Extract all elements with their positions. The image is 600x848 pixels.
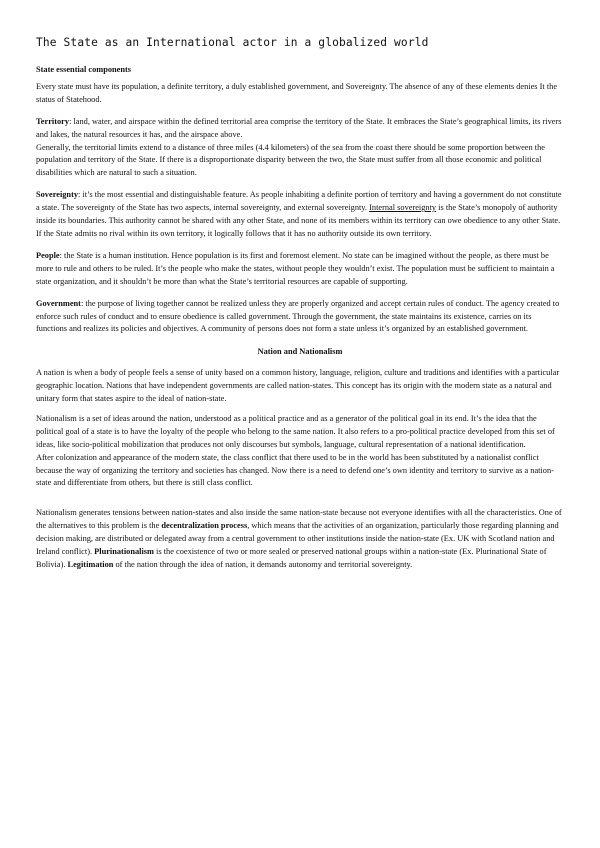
nationalism-paragraph: Nationalism is a set of ideas around the nation, understood as a political practice and as a generator of the political goal in its end. It’s the idea that the political goal of a state is to have the loyalty of the people who belong to the same nation. It also refers to a pro-political practice developed from this set of ideas, like socio-political mobilization that produces not only discourses but symbols, language, cultural representation of a national identification.: [36, 413, 555, 449]
tensions-text-b: , which means that the activities of an organization, particularly those regarding planning and decision making, are distributed or delegated away from a central government to other institutions inside the nation-state (Ex. UK with Scotland nation and Ireland conflict).: [36, 521, 559, 557]
territory-paragraph-continued: Generally, the territorial limits extend to a distance of three miles (4.4 kilometers) of the sea from the coast there should be some proportion between the population and territory of the State. If there is a disproportionate disparity between the two, the State must suffer from all those economic and political disabilities which are natural to such a situation.: [36, 142, 545, 178]
government-paragraph: [36, 298, 564, 337]
people-paragraph: [36, 250, 564, 289]
tensions-text-d: of the nation through the idea of nation, it demands autonomy and territorial sovereignty.: [113, 560, 413, 569]
government-term: Government: [36, 298, 81, 308]
section-heading-state-components: State essential components: [36, 65, 132, 74]
people-text: : the State is a human institution. Hence population is its first and foremost element. No state can be imagined without the people, as there must be more to rule and others to be ruled. It’s the people who make the states, without people they wouldn’t exist. The population must be sufficient to maintain a state organization, and it shouldn’t be more than what the State’s territorial resources are capable of supporting.: [36, 250, 555, 286]
document-title: The State as an International actor in a globalized world: [36, 36, 429, 49]
intro-paragraph: Every state must have its population, a definite territory, a duly established government, and Sovereignty. The absence of any of these elements denies It the status of Statehood.: [36, 81, 558, 104]
document-body: [36, 64, 564, 572]
nation-paragraph: A nation is when a body of people feels a sense of unity based on a common history, language, religion, culture and traditions and identifies with a particular geographic location. Nations that have independent governments are called nation-states. This concept has its origin with the modern state as a natural and unitary form that states aspire to the ideal of nation-state.: [36, 368, 560, 404]
section-heading-nation: Nation and Nationalism: [257, 347, 343, 357]
people-term: People: [36, 250, 60, 260]
plurinationalism-term: Plurinationalism: [94, 547, 154, 557]
government-text: : the purpose of living together cannot be realized unless they are properly organized and accept certain rules of conduct. The agency created to enforce such rules of conduct and to ensure obedience is called government. Through the government, the state maintains its existence, carries on its functions and realizes its policies and objectives. A community of persons does not form a state unless it’s organized by an established government.: [36, 298, 560, 334]
legitimation-term: Legitimation: [67, 560, 114, 569]
sovereignty-text-a: : it’s the most essential and distinguishable feature. As people inhabiting a definite portion of territory and having a government do not constitute a state. The sovereignty of the State has two aspects, internal sovereignty, and external sovereignty.: [36, 190, 562, 213]
sovereignty-paragraph: [36, 189, 564, 241]
colonization-paragraph: After colonization and appearance of the modern state, the class conflict that there used to be in the world has been substituted by a nationalist conflict because the way of organizing the territory and societies has changed. Now there is a need to defend one’s own identity and territory to survive as a nation-state and differentiate from others, but there is still class conflict.: [36, 452, 554, 488]
sovereignty-term: Sovereignty: [36, 190, 79, 200]
internal-sovereignty-term: Internal sovereignty: [369, 203, 437, 213]
territory-paragraph: [36, 116, 564, 142]
territory-term: Territory: [36, 116, 70, 126]
territory-text: : land, water, and airspace within the defined territorial area comprise the territory of the State. It embraces the State’s geographical limits, its rivers and lakes, the natural resources it has, and the airspace above.: [36, 116, 562, 139]
sovereignty-text-b: is the State’s monopoly of authority inside its boundaries. This authority cannot be shared with any other State, and none of its members within its territory can owe obedience to any other State. If the State admits no rival within its own territory, it logically follows that it has no authority outside its own territory.: [36, 203, 561, 238]
decentralization-term: decentralization process: [161, 521, 248, 531]
tensions-text-a: Nationalism generates tensions between nation-states and also inside the same nation-state because not everyone identifies with all the characteristics. One of the alternatives to this problem is the: [36, 508, 562, 531]
tensions-paragraph: [36, 507, 564, 572]
tensions-text-c: is the coexistence of two or more sealed or preserved national groups within a nation-state (Ex. Plurinational State of Bolivia).: [36, 547, 547, 569]
